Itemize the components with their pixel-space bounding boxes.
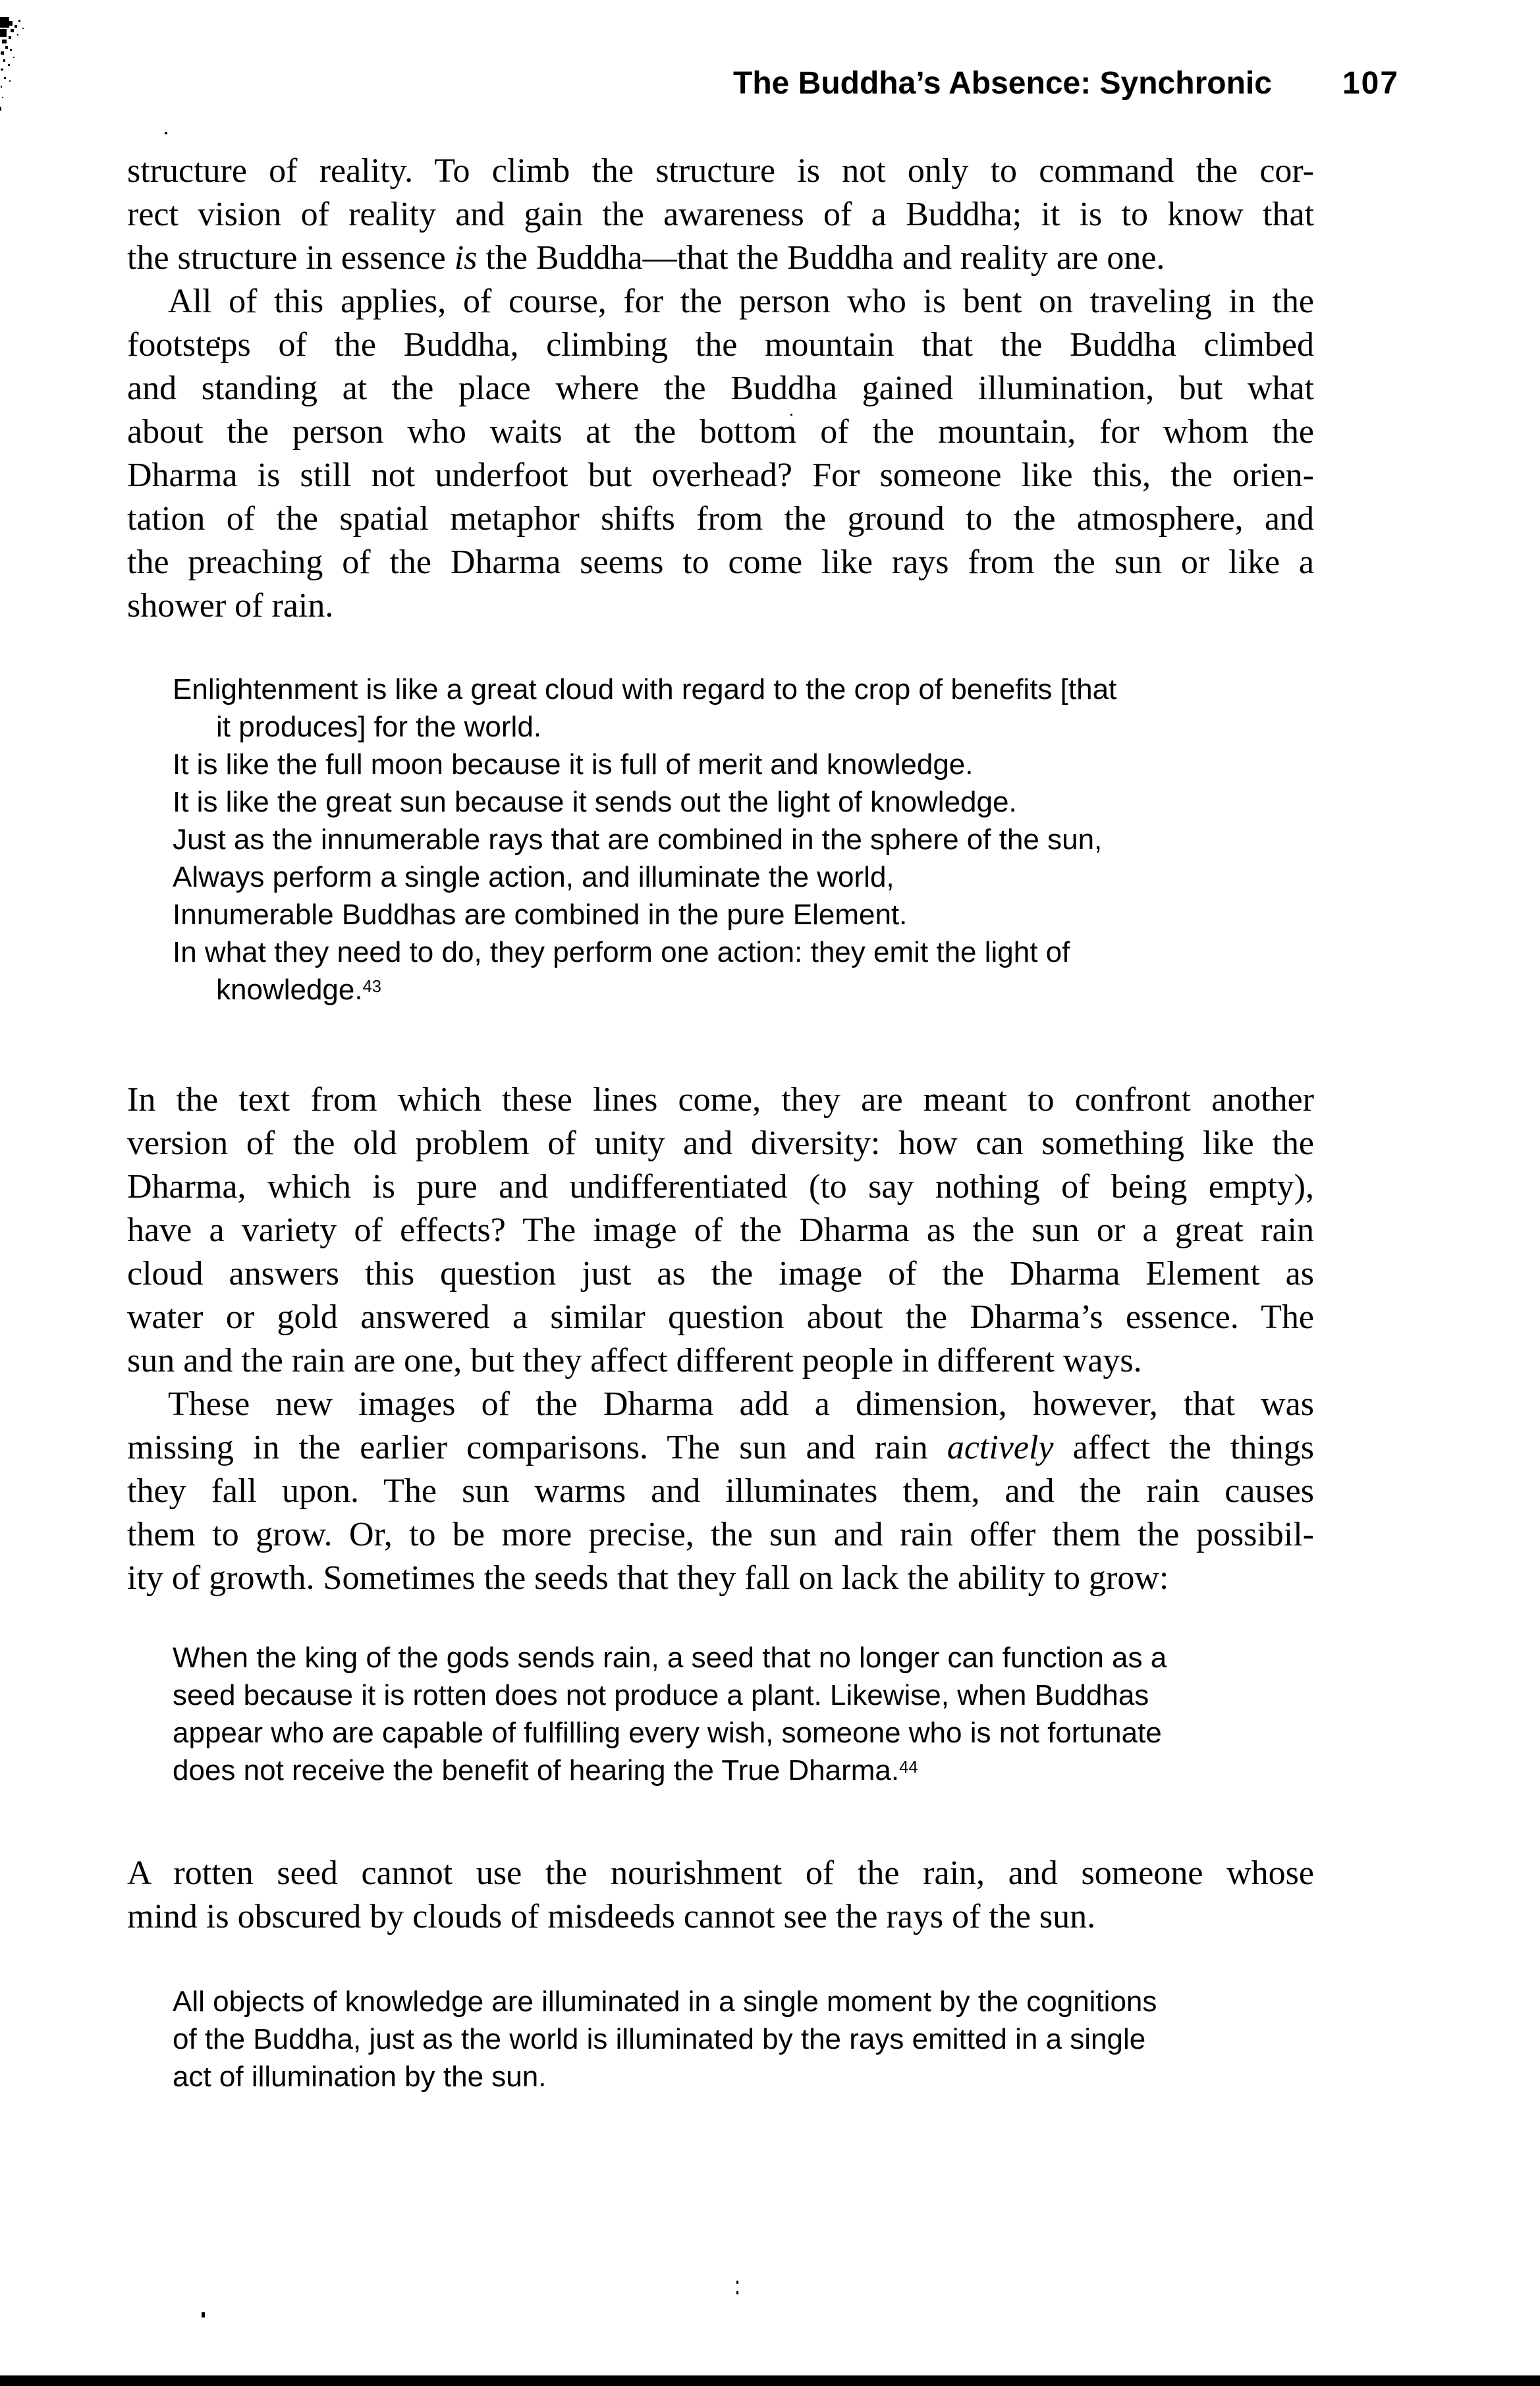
text-line: These new images of the Dharma add a dimension, however, that was xyxy=(168,1385,1314,1423)
text-line: have a variety of effects? The image of the Dharma as the sun or a great rain xyxy=(127,1211,1314,1249)
text-line: the preaching of the Dharma seems to come like rays from the sun or like a xyxy=(127,543,1314,581)
text-line: mind is obscured by clouds of misdeeds cannot see the rays of the sun. xyxy=(127,1898,1096,1935)
quote-1 xyxy=(173,671,1316,1013)
text-line: about the person who waits at the bottom of the mountain, for whom the xyxy=(127,413,1314,451)
text-line: When the king of the gods sends rain, a seed that no longer can function as a xyxy=(173,1642,1167,1674)
para-4 xyxy=(127,1383,1314,1600)
text-line: appear who are capable of fulfilling every wish, someone who is not fortunate xyxy=(173,1717,1162,1749)
text-line: seed because it is rotten does not produce a plant. Likewise, when Buddhas xyxy=(173,1679,1149,1711)
text-line: In the text from which these lines come, they are meant to confront another xyxy=(127,1081,1314,1119)
text-line: rect vision of reality and gain the awareness of a Buddha; it is to know that xyxy=(127,196,1314,233)
footnote-marker: 43 xyxy=(362,977,381,996)
text-line: footsteps of the Buddha, climbing the mountain that the Buddha climbed xyxy=(127,326,1314,364)
text-line: tation of the spatial metaphor shifts from the ground to the atmosphere, and xyxy=(127,500,1314,538)
scan-speck xyxy=(202,2312,205,2317)
quote-2 xyxy=(173,1639,1316,1794)
text-line: missing in the earlier comparisons. The sun and rain actively affect the things xyxy=(127,1429,1314,1466)
chapter-title: The Buddha’s Absence: Synchronic xyxy=(733,66,1272,101)
para-5 xyxy=(127,1852,1314,1939)
scan-edge-bar xyxy=(0,2375,1540,2386)
text-line: Dharma is still not underfoot but overhead? For someone like this, the orien- xyxy=(127,457,1314,494)
text-line: of the Buddha, just as the world is illuminated by the rays emitted in a single xyxy=(173,2023,1146,2055)
text-line: it produces] for the world. xyxy=(216,711,542,743)
text-line: Innumerable Buddhas are combined in the pure Element. xyxy=(173,899,908,931)
text-line: does not receive the benefit of hearing the True Dharma.$^{44}$ xyxy=(173,1754,918,1787)
text-line: they fall upon. The sun warms and illuminates them, and the rain causes xyxy=(127,1472,1314,1510)
text-line: structure of reality. To climb the structure is not only to command the cor- xyxy=(127,152,1314,190)
footnote-marker: 44 xyxy=(899,1758,918,1777)
scan-speck xyxy=(736,2291,738,2294)
text-line: ity of growth. Sometimes the seeds that they fall on lack the ability to grow: xyxy=(127,1559,1169,1597)
text-line: Always perform a single action, and illuminate the world, xyxy=(173,861,894,893)
text-line: the structure in essence is the Buddha—that the Buddha and reality are one. xyxy=(127,239,1165,277)
text-line: A rotten seed cannot use the nourishment of the rain, and someone whose xyxy=(127,1854,1314,1892)
para-2 xyxy=(127,280,1314,628)
text-line: shower of rain. xyxy=(127,587,334,624)
page-number: 107 xyxy=(1342,66,1400,101)
text-line: All objects of knowledge are illuminated in a single moment by the cognitions xyxy=(173,1985,1157,2018)
text-line: Just as the innumerable rays that are combined in the sphere of the sun, xyxy=(173,823,1103,856)
para-1 xyxy=(127,150,1314,280)
text-line: act of illumination by the sun. xyxy=(173,2061,547,2093)
running-header xyxy=(733,65,1399,101)
text-line: Dharma, which is pure and undifferentiated (to say nothing of being empty), xyxy=(127,1168,1314,1206)
text-line: and standing at the place where the Buddha gained illumination, but what xyxy=(127,370,1314,407)
text-line: version of the old problem of unity and diversity: how can something like the xyxy=(127,1124,1314,1162)
text-line: them to grow. Or, to be more precise, the sun and rain offer them the possibil- xyxy=(127,1516,1314,1553)
scan-speck xyxy=(165,132,167,134)
text-line: In what they need to do, they perform one action: they emit the light of xyxy=(173,936,1070,968)
scan-speck xyxy=(736,2281,738,2284)
text-line: sun and the rain are one, but they affect different people in different ways. xyxy=(127,1342,1142,1379)
text-line: All of this applies, of course, for the person who is bent on traveling in the xyxy=(168,283,1314,320)
text-line: It is like the full moon because it is full of merit and knowledge. xyxy=(173,748,974,781)
text-line: cloud answers this question just as the image of the Dharma Element as xyxy=(127,1255,1314,1292)
text-line: knowledge.$^{43}$ xyxy=(216,974,381,1006)
ink-smudge xyxy=(0,14,46,120)
quote-3 xyxy=(173,1983,1316,2095)
text-line: Enlightenment is like a great cloud with regard to the crop of benefits [that xyxy=(173,673,1117,706)
text-line: water or gold answered a similar question about the Dharma’s essence. The xyxy=(127,1298,1314,1336)
text-line: It is like the great sun because it sends out the light of knowledge. xyxy=(173,786,1017,818)
para-3 xyxy=(127,1078,1314,1383)
